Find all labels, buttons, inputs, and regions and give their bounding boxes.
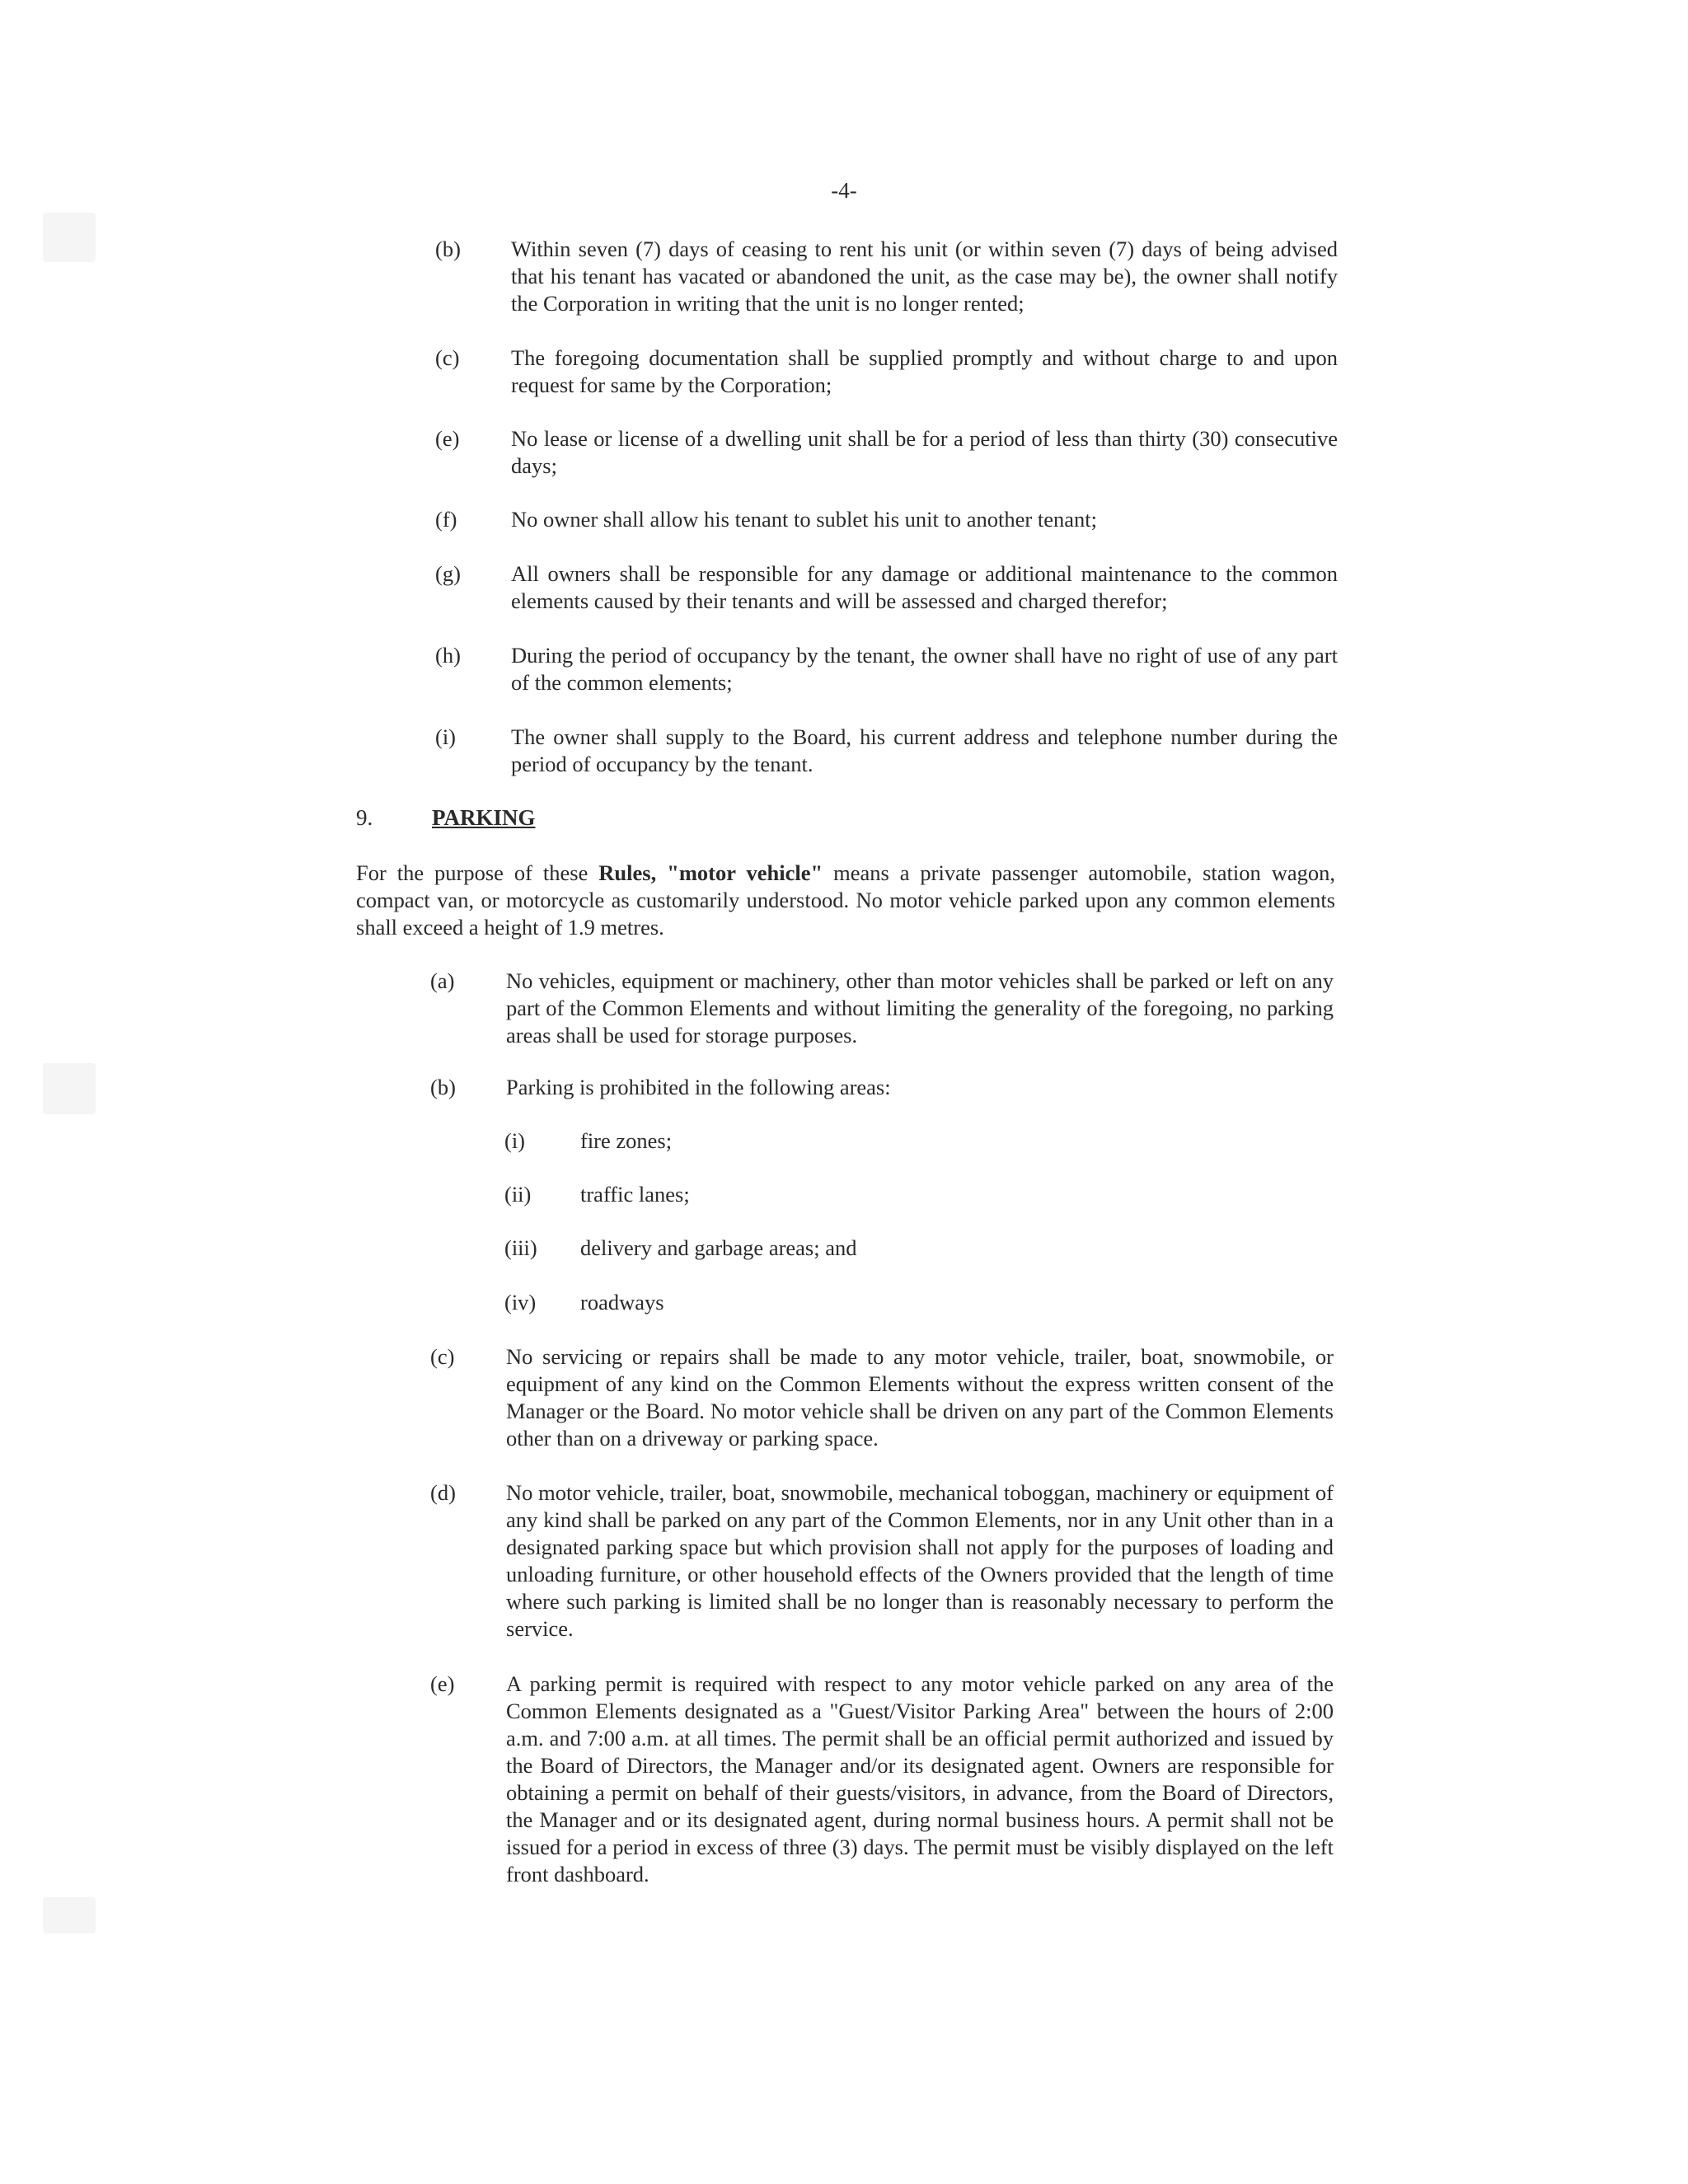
item-text: The foregoing documentation shall be supplied promptly and without charge to and upon request for same by the Corporation; bbox=[511, 345, 1338, 397]
item-label: (e) bbox=[435, 426, 460, 451]
item-text: delivery and garbage areas; and bbox=[580, 1235, 857, 1260]
item-text: Within seven (7) days of ceasing to rent his unit (or within seven (7) days of being advised that his tenant has vacated or abandoned the unit, as the case may be), the owner shall notify the Corporation in writing that the unit is no longer rented; bbox=[511, 237, 1338, 316]
item-label: (g) bbox=[435, 561, 461, 586]
item-text: roadways bbox=[580, 1290, 664, 1315]
item-label: (b) bbox=[430, 1075, 456, 1099]
item-label: (e) bbox=[430, 1671, 455, 1696]
scan-artifact bbox=[43, 1897, 96, 1933]
item-label: (c) bbox=[430, 1344, 455, 1369]
item-label: (d) bbox=[430, 1480, 456, 1505]
item-text: All owners shall be responsible for any damage or additional maintenance to the common elements caused by their tenants and will be assessed and charged therefor; bbox=[511, 561, 1338, 613]
page-number: -4- bbox=[831, 178, 857, 203]
item-text: No lease or license of a dwelling unit shall be for a period of less than thirty (30) consecutive days; bbox=[511, 426, 1338, 478]
item-label: (b) bbox=[435, 237, 461, 261]
intro-text: For the purpose of these bbox=[356, 860, 599, 885]
item-label: (i) bbox=[504, 1128, 526, 1153]
item-text: No owner shall allow his tenant to sublet his unit to another tenant; bbox=[511, 507, 1097, 532]
item-label: (f) bbox=[435, 507, 457, 532]
item-text: A parking permit is required with respect to any motor vehicle parked on any area of the Common Elements designated as a "Guest/Visitor Parking Area" between the hours of 2:00 a.m. and 7:00 a.m. at all times. The permit shall be an official permit authorized and issued by the Board of Directors, the Manager and/or its designated agent. Owners are responsible for obtaining a permit on behalf of their guests/visitors, in advance, from the Board of Directors, the Manager and or its designated agent, during normal business hours. A permit shall not be issued for a period in excess of three (3) days. The permit must be visibly displayed on the left front dashboard. bbox=[506, 1671, 1334, 1886]
item-label: (iii) bbox=[504, 1235, 537, 1260]
section-title: PARKING bbox=[432, 805, 536, 830]
intro-paragraph bbox=[356, 860, 1335, 941]
intro-text: means a private passenger automobile, station wagon, compact van, or motorcycle as customarily understood. No motor vehicle parked upon any common elements shall exceed a height of 1.9 metres. bbox=[356, 860, 1335, 940]
item-text: No vehicles, equipment or machinery, other than motor vehicles shall be parked or left on any part of the Common Elements and without limiting the generality of the foregoing, no parking areas shall be used for storage purposes. bbox=[506, 968, 1334, 1047]
item-label: (a) bbox=[430, 968, 455, 993]
item-text: During the period of occupancy by the tenant, the owner shall have no right of use of any part of the common elements; bbox=[511, 643, 1338, 695]
item-text: traffic lanes; bbox=[580, 1182, 690, 1207]
item-text: fire zones; bbox=[580, 1128, 673, 1153]
item-label: (ii) bbox=[504, 1182, 532, 1207]
item-text: No motor vehicle, trailer, boat, snowmobile, mechanical toboggan, machinery or equipment of any kind shall be parked on any part of the Common Elements, nor in any Unit other than in a designated parking space but which provision shall not apply for the purposes of loading and unloading furniture, or other household effects of the Owners provided that the length of time where such parking is limited shall be no longer than is reasonably necessary to perform the service. bbox=[506, 1480, 1334, 1641]
item-text: No servicing or repairs shall be made to any motor vehicle, trailer, boat, snowmobile, or equipment of any kind on the Common Elements without the express written consent of the Manager or the Board. No motor vehicle shall be driven on any part of the Common Elements other than on a driveway or parking space. bbox=[506, 1344, 1334, 1451]
item-label: (i) bbox=[435, 724, 457, 749]
scan-artifact bbox=[43, 1063, 96, 1114]
item-label: (h) bbox=[435, 643, 461, 668]
item-text: The owner shall supply to the Board, his current address and telephone number during the period of occupancy by the tenant. bbox=[511, 724, 1338, 776]
item-text: Parking is prohibited in the following areas: bbox=[506, 1075, 891, 1099]
defined-term: Rules, "motor vehicle" bbox=[598, 860, 823, 885]
item-label: (c) bbox=[435, 345, 460, 370]
section-number: 9. bbox=[356, 805, 373, 830]
scan-artifact bbox=[43, 213, 96, 262]
item-label: (iv) bbox=[504, 1290, 537, 1315]
